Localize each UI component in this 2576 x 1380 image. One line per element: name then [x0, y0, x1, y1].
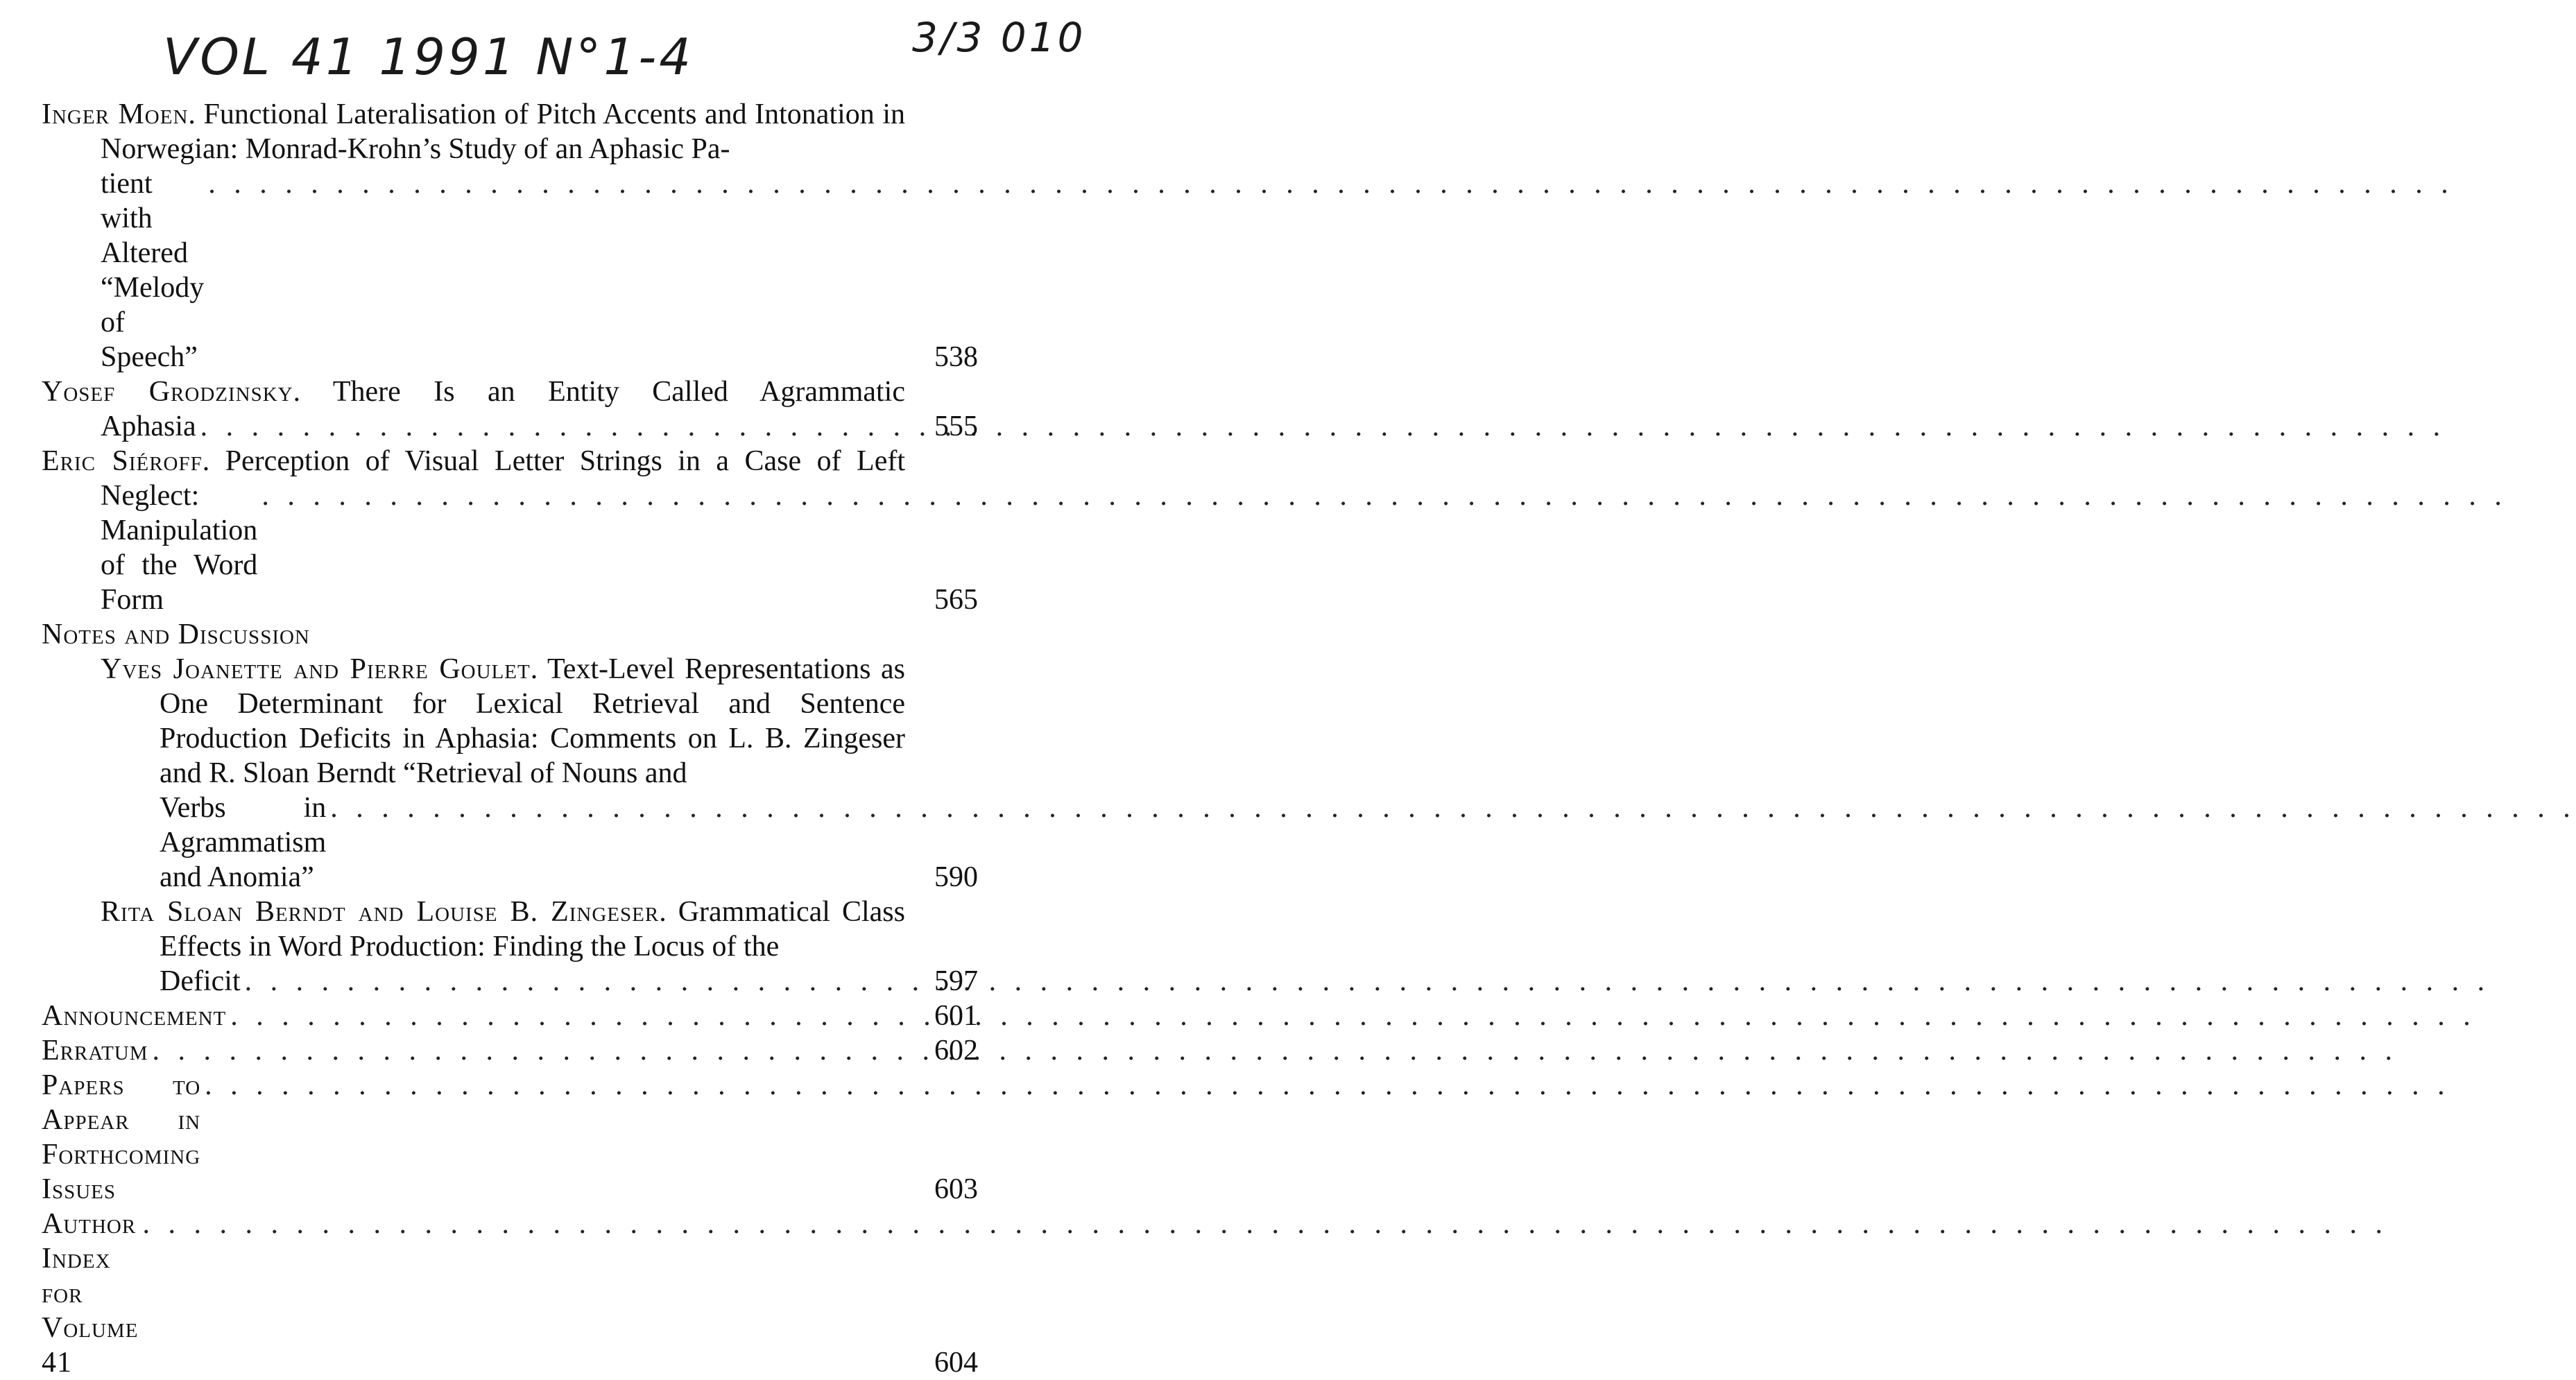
- toc-entry: [42, 97, 978, 374]
- page-number: 601: [934, 1000, 978, 1032]
- toc-entry-erratum: [42, 1033, 978, 1068]
- entry-label: Author Index for Volume 41: [42, 1208, 139, 1379]
- page-number: 602: [934, 1035, 978, 1067]
- page-number: 597: [934, 965, 978, 997]
- dot-leader: [200, 409, 2446, 444]
- toc-sub-entry: [42, 895, 978, 999]
- dot-leader: [208, 166, 2454, 201]
- dot-leader: [330, 791, 2576, 825]
- handwritten-corner-note: 3/3 010: [912, 14, 1086, 61]
- section-heading: Notes and Discussion: [42, 619, 310, 650]
- entry-author: Inger Moen: [42, 98, 189, 130]
- page-number: 590: [934, 861, 978, 893]
- toc-entry: [42, 374, 978, 444]
- entry-title-end: Verbs in Agrammatism and Anomia”: [160, 792, 327, 893]
- dot-leader: [230, 999, 2476, 1033]
- entry-author: Eric Siéroff: [42, 445, 203, 477]
- toc-entry-author-index: [42, 1207, 978, 1380]
- entry-title: . Perception of Visual Letter Strings in a Case of Left: [202, 445, 905, 477]
- dot-leader: [153, 1033, 2398, 1068]
- dot-leader: [261, 478, 2507, 513]
- entry-label: Papers to Appear in Forthcoming Issues: [42, 1069, 201, 1205]
- dot-leader: [142, 1207, 2388, 1241]
- entry-title: . Functional Lateralisation of Pitch Accents and Intonation in Norwegian: Monrad-Krohn’s Study of an Aphasic Pa-: [101, 98, 905, 165]
- toc-sub-entry: [42, 652, 978, 895]
- entry-title: . Text-Level Representations as One Determinant for Lexical Retrieval and Sentence Production Deficits in Aphasia: Comments on L. B. Zingeser and R. Sloan Berndt “Retrieval of Nouns and: [160, 653, 905, 789]
- entry-title: . There Is an Entity Called Agrammatic: [293, 376, 905, 408]
- entry-title: . Grammatical Class Effects in Word Production: Finding the Locus of the: [160, 896, 905, 963]
- entry-author: Yosef Grodzinsky: [42, 376, 293, 408]
- entry-title-end: Aphasia: [101, 411, 196, 442]
- page-number: 555: [934, 411, 978, 442]
- toc-entry-forthcoming: [42, 1068, 978, 1207]
- handwritten-volume-note: VOL 41 1991 N°1-4: [163, 28, 694, 86]
- toc-entry: [42, 444, 978, 617]
- page-number: 603: [934, 1173, 978, 1205]
- entry-title-end: Neglect: Manipulation of the Word Form: [101, 480, 258, 616]
- page-number: 565: [934, 584, 978, 616]
- entry-title-end: Deficit: [160, 965, 241, 997]
- dot-leader: [205, 1068, 2450, 1103]
- page-number: 538: [934, 341, 978, 373]
- page-number: 604: [934, 1347, 978, 1379]
- entry-title-end: tient with Altered “Melody of Speech”: [101, 168, 205, 373]
- entry-author: Yves Joanette and Pierre Goulet: [101, 653, 531, 685]
- entry-author: Rita Sloan Berndt and Louise B. Zingeser: [101, 896, 660, 928]
- toc-entry-announcement: [42, 999, 978, 1033]
- entry-label: Erratum: [42, 1035, 148, 1067]
- entry-label: Announcement: [42, 1000, 227, 1032]
- table-of-contents: [42, 97, 978, 1380]
- dot-leader: [245, 964, 2491, 999]
